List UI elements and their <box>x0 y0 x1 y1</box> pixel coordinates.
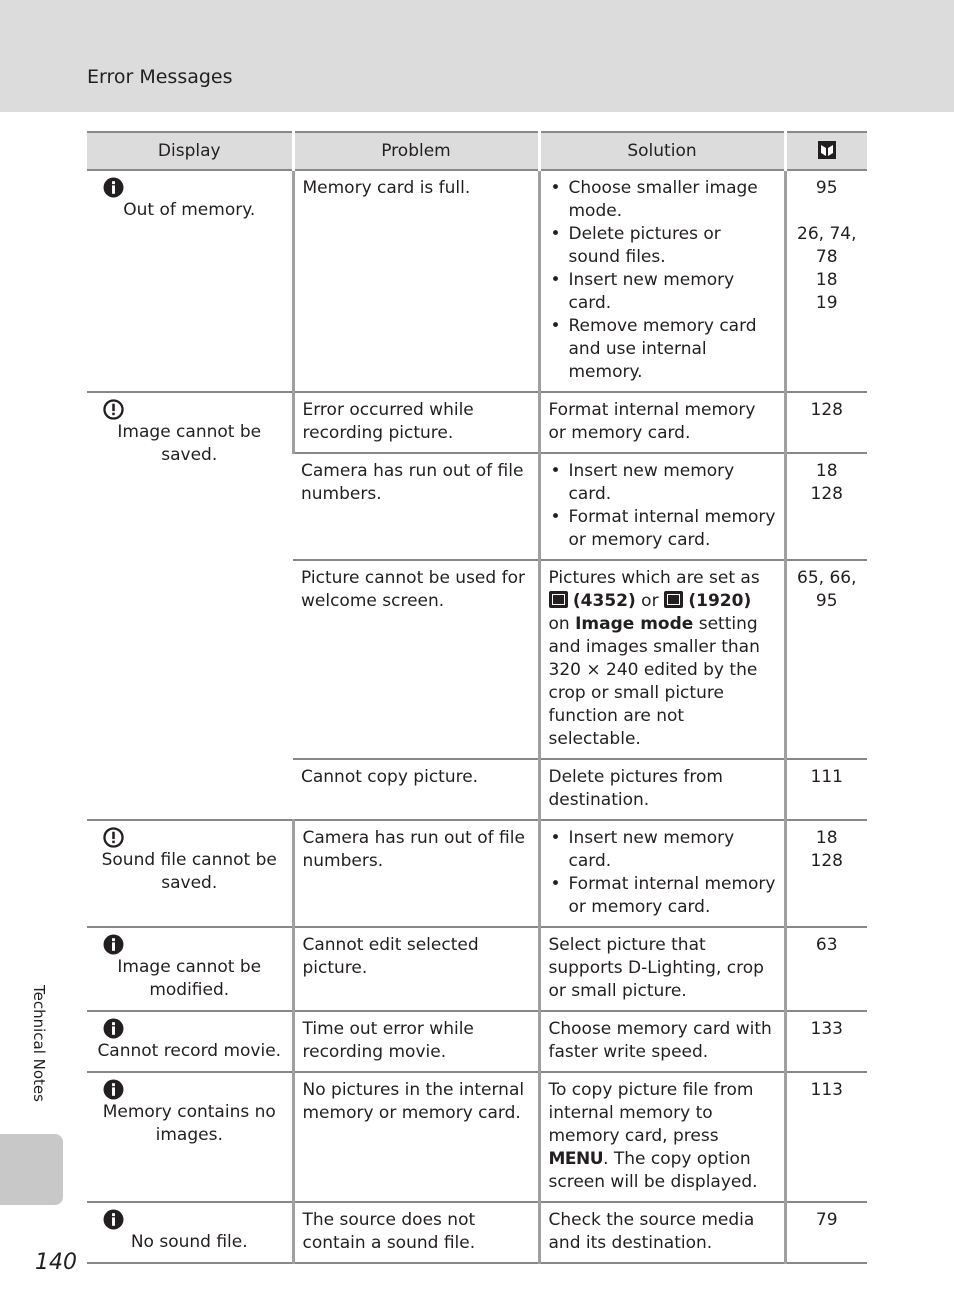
display-message: Memory contains no images. <box>102 1102 276 1145</box>
solution-cell: Format internal memory or memory card. <box>539 392 785 453</box>
solution-cell <box>539 1072 785 1202</box>
warning-icon <box>103 399 124 420</box>
image-mode-1920-icon <box>664 591 683 608</box>
problem-cell: Camera has run out of file numbers. <box>293 820 539 927</box>
solution-cell <box>539 560 785 759</box>
page-ref: 18 <box>815 828 838 848</box>
solution-cell <box>539 820 785 927</box>
solution-text-bold: (4352) <box>572 591 636 611</box>
page-ref-cell: 63 <box>785 927 867 1011</box>
table-header-row <box>87 132 867 170</box>
header-band <box>0 0 954 112</box>
problem-cell: Picture cannot be used for welcome screen. <box>293 560 539 759</box>
page-ref: 19 <box>815 293 838 313</box>
display-message: Image cannot be saved. <box>117 422 262 465</box>
page-ref-cell <box>785 170 867 392</box>
display-cell <box>87 170 293 392</box>
solution-cell: Choose memory card with faster write speed. <box>539 1011 785 1072</box>
info-icon <box>103 934 124 955</box>
solution-text: Pictures which are set as <box>548 568 760 588</box>
page-ref-cell: 133 <box>785 1011 867 1072</box>
page-ref-cell <box>785 453 867 560</box>
solution-cell: Check the source media and its destination. <box>539 1202 785 1263</box>
page-ref-cell: 65, 66, 95 <box>785 560 867 759</box>
column-header-display: Display <box>87 132 293 170</box>
page-ref-cell: 128 <box>785 392 867 453</box>
problem-cell: No pictures in the internal memory or memory card. <box>293 1072 539 1202</box>
problem-cell: Camera has run out of file numbers. <box>293 453 539 560</box>
page-ref-cell: 111 <box>785 759 867 820</box>
solution-cell: Delete pictures from destination. <box>539 759 785 820</box>
page-ref: 128 <box>810 484 843 504</box>
solution-item: • Insert new memory card. <box>549 827 776 873</box>
solution-item: • Choose smaller image mode. <box>549 177 776 223</box>
page-ref-cell: 79 <box>785 1202 867 1263</box>
solution-item: • Format internal memory or memory card. <box>549 506 776 552</box>
display-message: Sound file cannot be saved. <box>101 850 277 893</box>
table-row <box>87 1072 867 1202</box>
page-ref: 18 <box>815 270 838 290</box>
image-mode-4352-icon <box>549 591 568 608</box>
solution-item: • Delete pictures or sound files. <box>549 223 776 269</box>
menu-button-icon: MENU <box>548 1149 604 1169</box>
display-message: No sound file. <box>130 1232 248 1252</box>
display-cell <box>87 392 293 820</box>
solution-cell <box>539 453 785 560</box>
solution-cell <box>539 170 785 392</box>
problem-cell: Memory card is full. <box>293 170 539 392</box>
page-ref: 18 <box>815 461 838 481</box>
solution-cell: Select picture that supports D-Lighting, crop or small picture. <box>539 927 785 1011</box>
solution-item: • Insert new memory card. <box>549 269 776 315</box>
info-icon <box>103 1018 124 1039</box>
table-row <box>87 1011 867 1072</box>
page-ref-cell: 113 <box>785 1072 867 1202</box>
column-header-solution: Solution <box>539 132 785 170</box>
display-cell <box>87 1202 293 1263</box>
section-title: Error Messages <box>87 66 233 88</box>
chapter-label: Technical Notes <box>30 985 48 1102</box>
info-icon <box>103 177 124 198</box>
column-header-reference <box>785 132 867 170</box>
solution-item: • Format internal memory or memory card. <box>549 873 776 919</box>
display-cell <box>87 927 293 1011</box>
page-ref-cell <box>785 820 867 927</box>
solution-text: on <box>548 614 570 634</box>
solution-text: . The copy option screen will be displayed. <box>548 1149 758 1192</box>
table-row <box>87 170 867 392</box>
solution-text-bold: (1920) <box>688 591 752 611</box>
info-icon <box>103 1079 124 1100</box>
column-header-problem: Problem <box>293 132 539 170</box>
chapter-tab <box>0 1134 63 1205</box>
solution-item: • Remove memory card and use internal memory. <box>549 315 776 384</box>
problem-cell: Error occurred while recording picture. <box>293 392 539 453</box>
display-cell <box>87 820 293 927</box>
display-message: Out of memory. <box>123 200 256 220</box>
table-row <box>87 820 867 927</box>
problem-cell: Cannot edit selected picture. <box>293 927 539 1011</box>
error-messages-table <box>87 131 867 1264</box>
book-reference-icon <box>817 140 837 160</box>
display-cell <box>87 1072 293 1202</box>
problem-cell: Cannot copy picture. <box>293 759 539 820</box>
table-row <box>87 392 867 453</box>
solution-text-bold: Image mode <box>575 614 694 634</box>
page-ref: 128 <box>810 851 843 871</box>
display-message: Image cannot be modified. <box>117 957 262 1000</box>
problem-cell: Time out error while recording movie. <box>293 1011 539 1072</box>
solution-item: • Insert new memory card. <box>549 460 776 506</box>
page-ref: 26, 74, 78 <box>797 224 857 267</box>
solution-text: or <box>641 591 659 611</box>
problem-cell: The source does not contain a sound file. <box>293 1202 539 1263</box>
table-row <box>87 1202 867 1263</box>
info-icon <box>103 1209 124 1230</box>
display-cell <box>87 1011 293 1072</box>
warning-icon <box>103 827 124 848</box>
display-message: Cannot record movie. <box>97 1041 282 1061</box>
table-row <box>87 927 867 1011</box>
solution-text: setting and images smaller than 320 × 240 edited by the crop or small picture function are not selectable. <box>548 614 760 749</box>
page-number: 140 <box>35 1250 77 1275</box>
solution-text: To copy picture file from internal memory to memory card, press <box>548 1080 754 1146</box>
page-ref: 95 <box>815 178 838 198</box>
